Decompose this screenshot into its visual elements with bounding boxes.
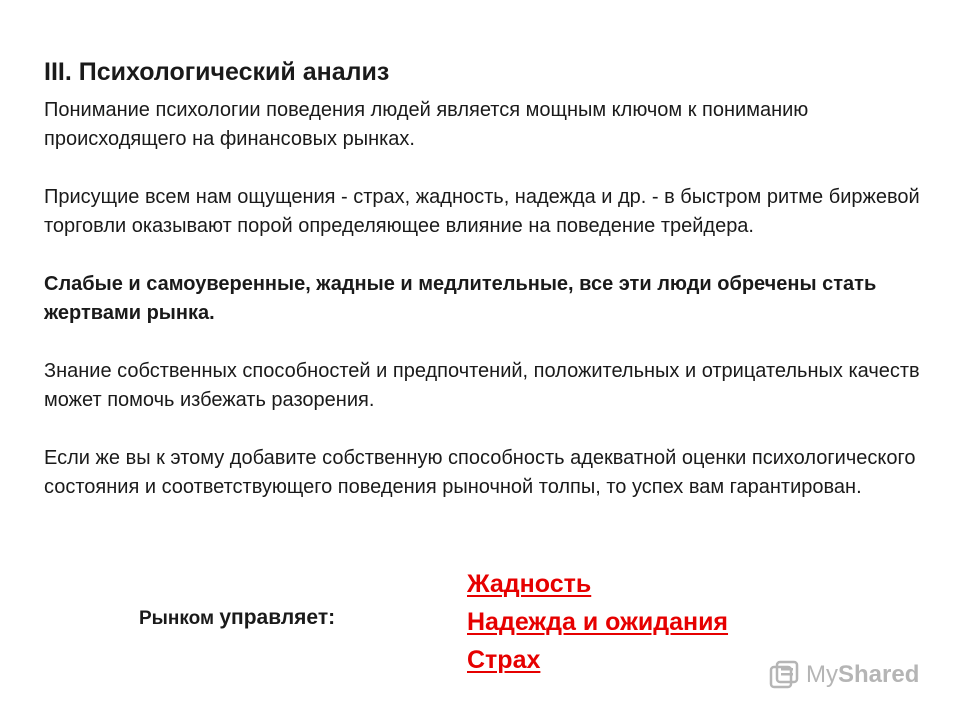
market-label-part2: управляет: <box>219 606 336 629</box>
market-label-part1: Рынком <box>139 608 220 629</box>
myshared-logo-icon <box>768 659 800 691</box>
market-driver-greed[interactable]: Жадность <box>467 570 592 598</box>
paragraph-4: Знание собственных способностей и предпочтений, положительных и отрицательных качеств может помочь избежать разорения. <box>44 360 920 411</box>
paragraph-2: Присущие всем нам ощущения - страх, жадность, надежда и др. - в быстром ритме биржевой торговли оказывают порой определяющее влияние на поведение трейдера. <box>44 186 920 237</box>
market-label <box>139 606 335 630</box>
market-driver-fear[interactable]: Страх <box>467 646 541 674</box>
paragraph-5: Если же вы к этому добавите собственную способность адекватной оценки психологического состояния и соответствующего поведения рыночной толпы, то успех вам гарантирован. <box>44 447 916 498</box>
watermark-shared: Shared <box>838 661 920 688</box>
market-drivers-list <box>467 565 728 679</box>
slide-title: III. Психологический анализ <box>44 58 390 86</box>
slide-body <box>44 96 934 531</box>
paragraph-3-bold: Слабые и самоуверенные, жадные и медлительные, все эти люди обречены стать жертвами рынка. <box>44 273 877 324</box>
myshared-watermark <box>768 658 919 692</box>
market-driver-hope[interactable]: Надежда и ожидания <box>467 608 729 636</box>
paragraph-1: Понимание психологии поведения людей является мощным ключом к пониманию происходящего на финансовых рынках. <box>44 99 809 150</box>
watermark-my: My <box>806 661 838 688</box>
